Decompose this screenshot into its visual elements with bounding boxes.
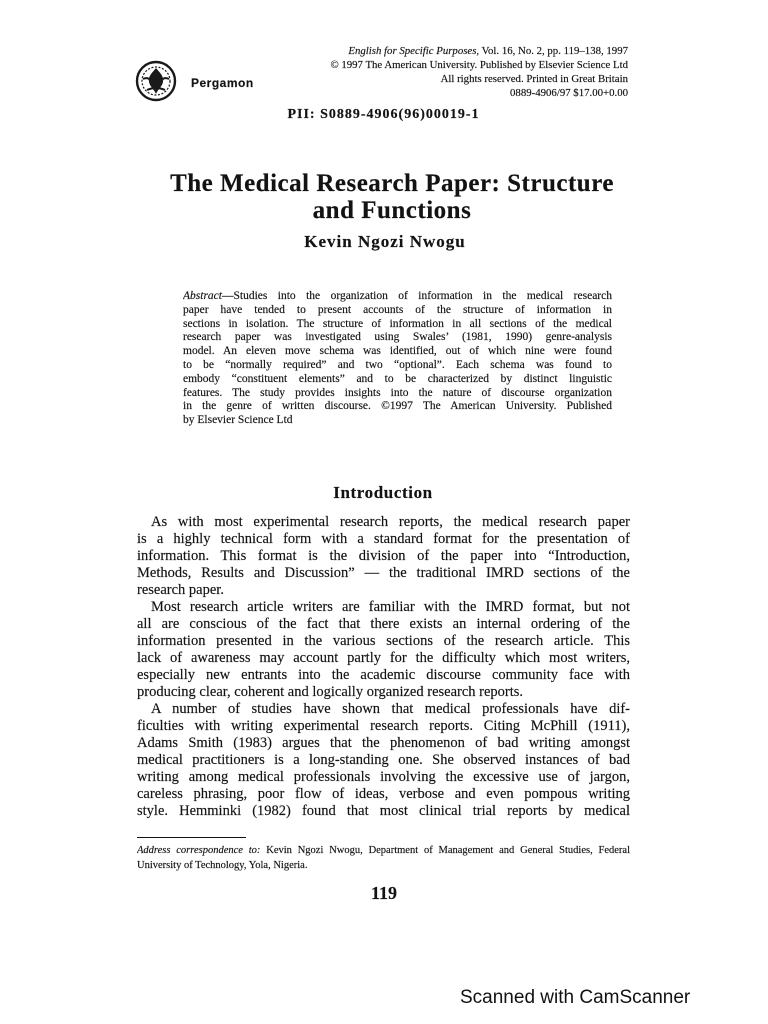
body-line: producing clear, coherent and logically organized research reports. (137, 683, 524, 700)
page-number: 119 (370, 883, 397, 903)
footnote (137, 843, 630, 873)
intro-paragraph (137, 701, 630, 820)
publisher-name: Pergamon (191, 76, 254, 90)
pii-identifier: PII: S0889-4906(96)00019-1 (287, 107, 480, 122)
abstract-label: Abstract (183, 290, 222, 302)
footnote-label: Address correspondence to: (137, 845, 261, 856)
introduction-body (137, 514, 630, 820)
body-line: As with most experimental research reports, the medical research paper (151, 513, 630, 530)
body-line: writing among medical professionals involving the excessive use of jargon, (137, 768, 630, 785)
footnote-line (137, 843, 630, 858)
footnote-divider (137, 837, 246, 838)
journal-volume: , Vol. 16, No. 2, pp. 119–138, 1997 (476, 45, 628, 57)
body-line: all are conscious of the fact that there exists an internal ordering of the (137, 615, 630, 632)
body-line: ficulties with writing experimental research reports. Citing McPhill (1911), (137, 717, 630, 734)
body-line: lack of awareness may account partly for the difficulty which most writers, (137, 649, 630, 666)
intro-paragraph (137, 514, 630, 599)
abstract (183, 290, 612, 428)
journal-name: English for Specific Purposes (348, 45, 477, 57)
abstract-line (183, 290, 612, 304)
body-line: is a highly technical form with a standard format for the presentation of (137, 530, 630, 547)
abstract-line: by Elsevier Science Ltd (183, 414, 293, 427)
section-heading-introduction: Introduction (333, 483, 433, 502)
article-title: The Medical Research Paper: Structure and Functions (170, 170, 614, 224)
body-line: Most research article writers are familiar with the IMRD format, but not (151, 598, 630, 615)
abstract-line-text: —Studies into the organization of information in the medical research (221, 290, 612, 302)
abstract-line: features. The study provides insights into the nature of discourse organization (183, 386, 612, 399)
body-line: information. This format is the division of the paper into “Introduction, (137, 547, 630, 564)
abstract-line: paper have tended to present accounts of the structure of information in (183, 303, 612, 316)
abstract-line: in the genre of written discourse. ©1997 The American University. Published (183, 400, 612, 413)
body-line: research paper. (137, 581, 224, 598)
body-line: A number of studies have shown that medical professionals have dif- (151, 700, 630, 717)
footnote-line: University of Technology, Yola, Nigeria. (137, 860, 308, 871)
abstract-line: to be “normally required” and two “optional”. Each schema was found to (183, 358, 612, 371)
pergamon-logo (134, 59, 178, 103)
rights-line: All rights reserved. Printed in Great Britain (440, 73, 628, 85)
body-line: careless phrasing, poor flow of ideas, verbose and even pompous writing (137, 785, 630, 802)
body-line: information presented in the various sections of the research article. This (137, 632, 630, 649)
intro-paragraph (137, 599, 630, 701)
body-line: style. Hemminki (1982) found that most clinical trial reports by medical (137, 802, 630, 819)
journal-header (330, 44, 628, 100)
abstract-line: research paper was investigated using Swales’ (1981, 1990) genre-analysis (183, 331, 612, 344)
issn-line: 0889-4906/97 $17.00+0.00 (510, 87, 628, 99)
body-line: especially new entrants into the academic discourse community face with (137, 666, 630, 683)
abstract-line: sections in isolation. The structure of information in all sections of the medical (183, 317, 612, 330)
author-name: Kevin Ngozi Nwogu (304, 232, 466, 251)
body-line: Methods, Results and Discussion” — the traditional IMRD sections of the (137, 564, 630, 581)
scanner-watermark: Scanned with CamScanner (460, 987, 691, 1008)
pergamon-emblem-icon (134, 59, 178, 103)
abstract-line: embody “constituent elements” and to be characterized by distinct linguistic (183, 372, 612, 385)
journal-citation-line (330, 44, 628, 58)
body-line: Adams Smith (1983) argues that the phenomenon of bad writing amongst (137, 734, 630, 751)
body-line: medical practitioners is a long-standing one. She observed instances of bad (137, 751, 630, 768)
footnote-line-text: Kevin Ngozi Nwogu, Department of Management and General Studies, Federal (266, 845, 630, 856)
copyright-line: © 1997 The American University. Published by Elsevier Science Ltd (330, 59, 628, 71)
abstract-line: model. An eleven move schema was identified, out of which nine were found (183, 345, 612, 358)
